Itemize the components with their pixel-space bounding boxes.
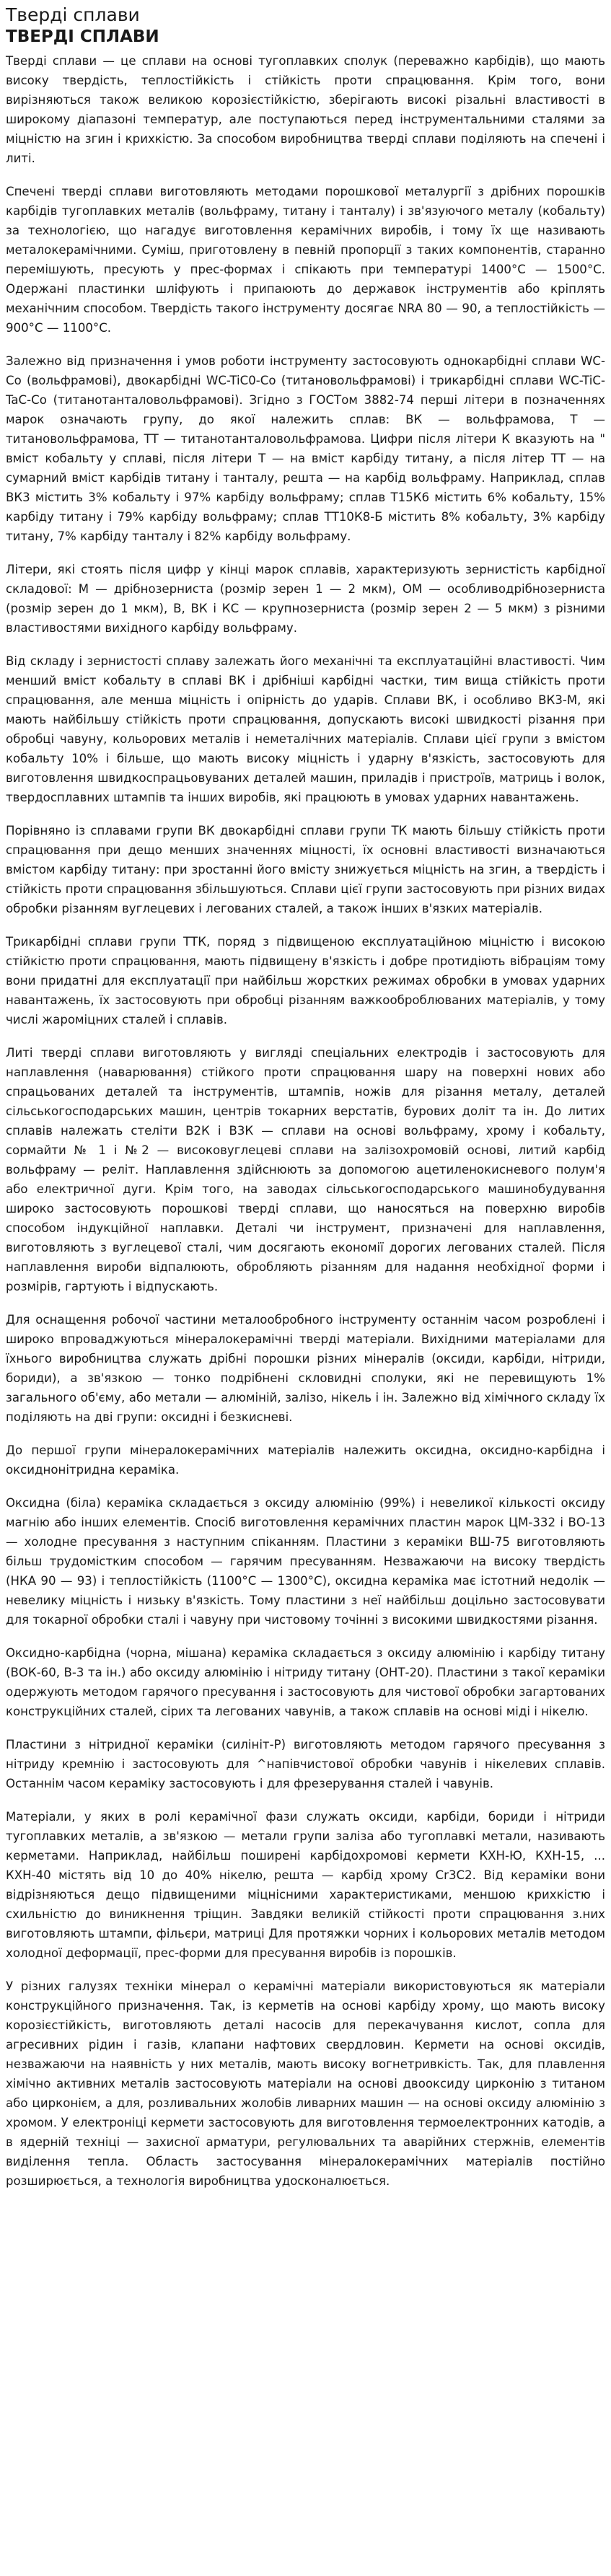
paragraph: У різних галузях техніки мінерал о керамічні матеріали використовуються як матеріали конструкційного призначення. Так, із керметів на основі карбіду хрому, що мають високу корозієстійкість, виготовляють деталі насосів для перекачування кислот, сопла для агресивних рідин і газів, клапани нафтових свердловин. Кермети на основі оксидів, незважаючи на наявність у них металів, мають високу вогнетривкість. Так, для плавлення хімічно активних металів застосовують матеріали на основі двооксиду цирконію з титаном або цирконієм, а для, розливальних жолобів ливарних машин — на основі оксиду алюмінію з хромом. У електроніці кермети застосовують для виготовлення термоелектронних катодів, а в ядерній техніці — захисної арматури, регулювальних та аварійних стержнів, елементів виділення тепла. Область застосування мінералокерамічних матеріалів постійно розширюється, а технологія виробництва удосконалюється. <box>6 1979 605 2188</box>
paragraph: Пластини з нітридної кераміки (силініт-Р) виготовляють методом гарячого пресування з нітриду кремнію і застосовують для ^напівчистової обробки чавунів і нікелевих сплавів. Останнім часом кераміку застосовують і для фрезерування сталей і чавунів. <box>6 1738 605 1790</box>
paragraph: Оксидна (біла) кераміка складається з оксиду алюмінію (99%) і невеликої кількості оксиду магнію або інших елементів. Спосіб виготовлення керамічних пластин марок ЦМ-332 і ВО-13 — холодне пресування з наступним спіканням. Пластини з кераміки ВШ-75 виготовляють більш трудомістким способом — гарячим пресуванням. Незважаючи на високу твердість (НКА 90 — 93) і теплостійкість (1100°С — 1300°С), оксидна кераміка має істотний недолік — невелику міцність і низьку в'язкість. Тому пластини з неї найбільш доцільно застосовувати для токарної обробки сталі і чавуну при чистовому точінні з високими швидкостями різання. <box>6 1496 605 1627</box>
document-heading: ТВЕРДІ СПЛАВИ <box>6 27 159 46</box>
paragraph: До першої групи мінералокерамічних матеріалів належить оксидна, оксидно-карбідна і оксиднонітридна кераміка. <box>6 1443 605 1477</box>
paragraph: Для оснащення робочої частини металообробного інструменту останнім часом розроблені і широко впроваджуються мінералокерамічні тверді матеріали. Вихідними матеріалами для їхнього виробництва служать дрібні порошки різних мінералів (оксиди, карбіди, нітриди, бориди), а зв'язкою — тонко подрібнені скловидні сполуки, які не перевищують 1% загального об'єму, або метали — алюміній, залізо, нікель і ін. Залежно від хімічного складу їх поділяють на дві групи: оксидні і безкисневі. <box>6 1313 605 1424</box>
paragraph: Порівняно із сплавами групи ВК двокарбідні сплави групи ТК мають більшу стійкість проти спрацювання при дещо менших значеннях міцності, їх основні властивості визначаються вмістом карбіду титану: при зростанні його вмісту знижується міцність на згин, а твердість і стійкість проти спрацювання збільшуються. Сплави цієї групи застосовують при різних видах обробки різанням вуглецевих і легованих сталей, а також інших в'язких матеріалів. <box>6 824 605 915</box>
paragraph: Трикарбідні сплави групи ТТК, поряд з підвищеною експлуатаційною міцністю і високою стійкістю проти спрацювання, мають підвищену в'язкість і добре протидіють вібраціям тому вони придатні для експлуатації при найбільш жорстких режимах обробки в умовах ударних навантажень, їх застосовують при обробці різанням важкооброблюваних матеріалів, у тому числі жароміцних сталей і сплавів. <box>6 935 605 1027</box>
paragraph: Літери, які стоять після цифр у кінці марок сплавів, характеризують зернистість карбідної складової: М — дрібнозерниста (розмір зерен 1 — 2 мкм), ОМ — особливодрібнозерниста (розмір зерен до 1 мкм), В, ВК і КС — крупнозерниста (розмір зерен 2 — 5 мкм) з різними властивостями вихідного карбіду вольфраму. <box>6 563 605 635</box>
paragraph: Спечені тверді сплави виготовляють методами порошкової металургії з дрібних порошків карбідів тугоплавких металів (вольфраму, титану і танталу) і зв'язуючого металу (кобальту) за технологією, що нагадує виготовлення керамічних виробів, і тому їх ще називають металокерамічними. Суміш, приготовлену в певній пропорції з таких компонентів, старанно перемішують, пресують у прес-формах і спікають при температурі 1400°С — 1500°С. Одержані пластинки шліфують і припаюють до державок інструментів або кріплять механічним способом. Твердість такого інструменту досягає NRA 80 — 90, а теплостійкість — 900°С — 1100°С. <box>6 185 605 335</box>
paragraph: Залежно від призначення і умов роботи інструменту застосовують однокарбідні сплави WC-Co (вольфрамові), двокарбідні WC-TiC0-Co (титановольфрамові) і трикарбідні сплави WC-TiC-TaC-Co (титанотанталовольфрамові). Згідно з ГОСТом 3882-74 перші літери в позначеннях марок означають групу, до якої належить сплав: ВК — вольфрамова, Т — титановольфрамова, ТТ — титанотанталовольфрамова. Цифри після літери К вказують на " вміст кобальту у сплаві, після літери Т — на вміст карбіду титану, а після літер ТТ — на сумарний вміст карбідів титану і танталу, решта — на карбід вольфраму. Наприклад, сплав ВК3 містить 3% кобальту і 97% карбіду вольфраму; сплав Т15К6 містить 6% кобальту, 15% карбіду титану і 79% карбіду вольфраму; сплав ТТ10К8-Б містить 8% кобальту, 3% карбіду титану, 7% карбіду танталу і 82% карбіду вольфраму. <box>6 354 605 543</box>
paragraph: Литі тверді сплави виготовляють у вигляді спеціальних електродів і застосовують для наплавлення (наварювання) стійкого проти спрацювання шару на поверхні нових або спрацьованих деталей та інструментів, штампів, ножів для різання металу, деталей сільськогосподарських машин, центрів токарних верстатів, бурових доліт та ін. До литих сплавів належать стеліти В2К і В3К — сплави на основі вольфраму, хрому і кобальту, сормайти № 1 і №2 — високовуглецеві сплави на залізохромовій основі, литий карбід вольфраму — реліт. Наплавлення здійснюють за допомогою ацетиленокисневого полум'я або електричної дуги. Крім того, на заводах сільськогосподарського машинобудування широко застосовують порошкові тверді сплави, що наносяться на поверхню виробів способом індукційної наплавки. Деталі чи інструмент, призначені для наплавлення, виготовляють з вуглецевої сталі, чим досягають економії дорогих легованих сталей. Після наплавлення вироби відпалюють, обробляють різанням для надання необхідної форми і розмірів, гартують і відпускають. <box>6 1046 605 1293</box>
paragraph: Тверді сплави — це сплави на основі тугоплавких сполук (переважно карбідів), що мають високу твердість, теплостійкість і стійкість проти спрацювання. Крім того, вони вирізняються також великою корозієстійкістю, зберігають високі різальні властивості в широкому діапазоні температур, але поступаються перед інструментальними сталями за міцністю на згин і крихкістю. За способом виробництва тверді сплави поділяють на спечені і литі. <box>6 54 605 165</box>
paragraph: Матеріали, у яких в ролі керамічної фази служать оксиди, карбіди, бориди і нітриди тугоплавких металів, а зв'язкою — метали групи заліза або тугоплавкі метали, називають керметами. Наприклад, найбільш поширені карбідохромові кермети КХН-Ю, КХН-15, ... КХН-40 містять від 10 до 40% нікелю, решта — карбід хрому Cr3C2. Від кераміки вони відрізняються дещо підвищеними міцнісними характеристиками, меншою крихкістю і схильністю до виникнення тріщин. Завдяки великій стійкості проти спрацювання з.них виготовляють штампи, фільєри, матриці Для протяжки чорних і кольорових металів методом холодної деформації, прес-форми для пресування виробів із порошків. <box>6 1810 605 1960</box>
paragraph: Від складу і зернистості сплаву залежать його механічні та експлуатаційні властивості. Чим менший вміст кобальту в сплаві ВК і дрібніші карбідні частки, тим вища стійкість проти спрацювання, але менша міцність і опірність до ударів. Сплави ВК, і особливо ВК3-М, які мають найбільшу стійкість проти спрацювання, допускають високі швидкості різання при обробці чавуну, кольорових металів і неметалічних матеріалів. Сплави цієї групи з вмістом кобальту 10% і більше, що мають високу міцність і ударну в'язкість, застосовують для виготовлення швидкоспрацьовуваних деталей машин, приладів і пристроїв, матриць і волок, твердосплавних штампів та інших виробів, які працюють в умовах ударних навантажень. <box>6 654 605 804</box>
paragraph: Оксидно-карбідна (чорна, мішана) кераміка складається з оксиду алюмінію і карбіду титану (ВОК-60, В-3 та ін.) або оксиду алюмінію і нітриду титану (ОНТ-20). Пластини з такої кераміки одержують методом гарячого пресування і застосовують для чистової обробки загартованих конструкційних сталей, сірих та легованих чавунів, а також сплавів на основі міді і нікелю. <box>6 1646 605 1718</box>
page-title: Тверді сплави <box>6 4 140 25</box>
